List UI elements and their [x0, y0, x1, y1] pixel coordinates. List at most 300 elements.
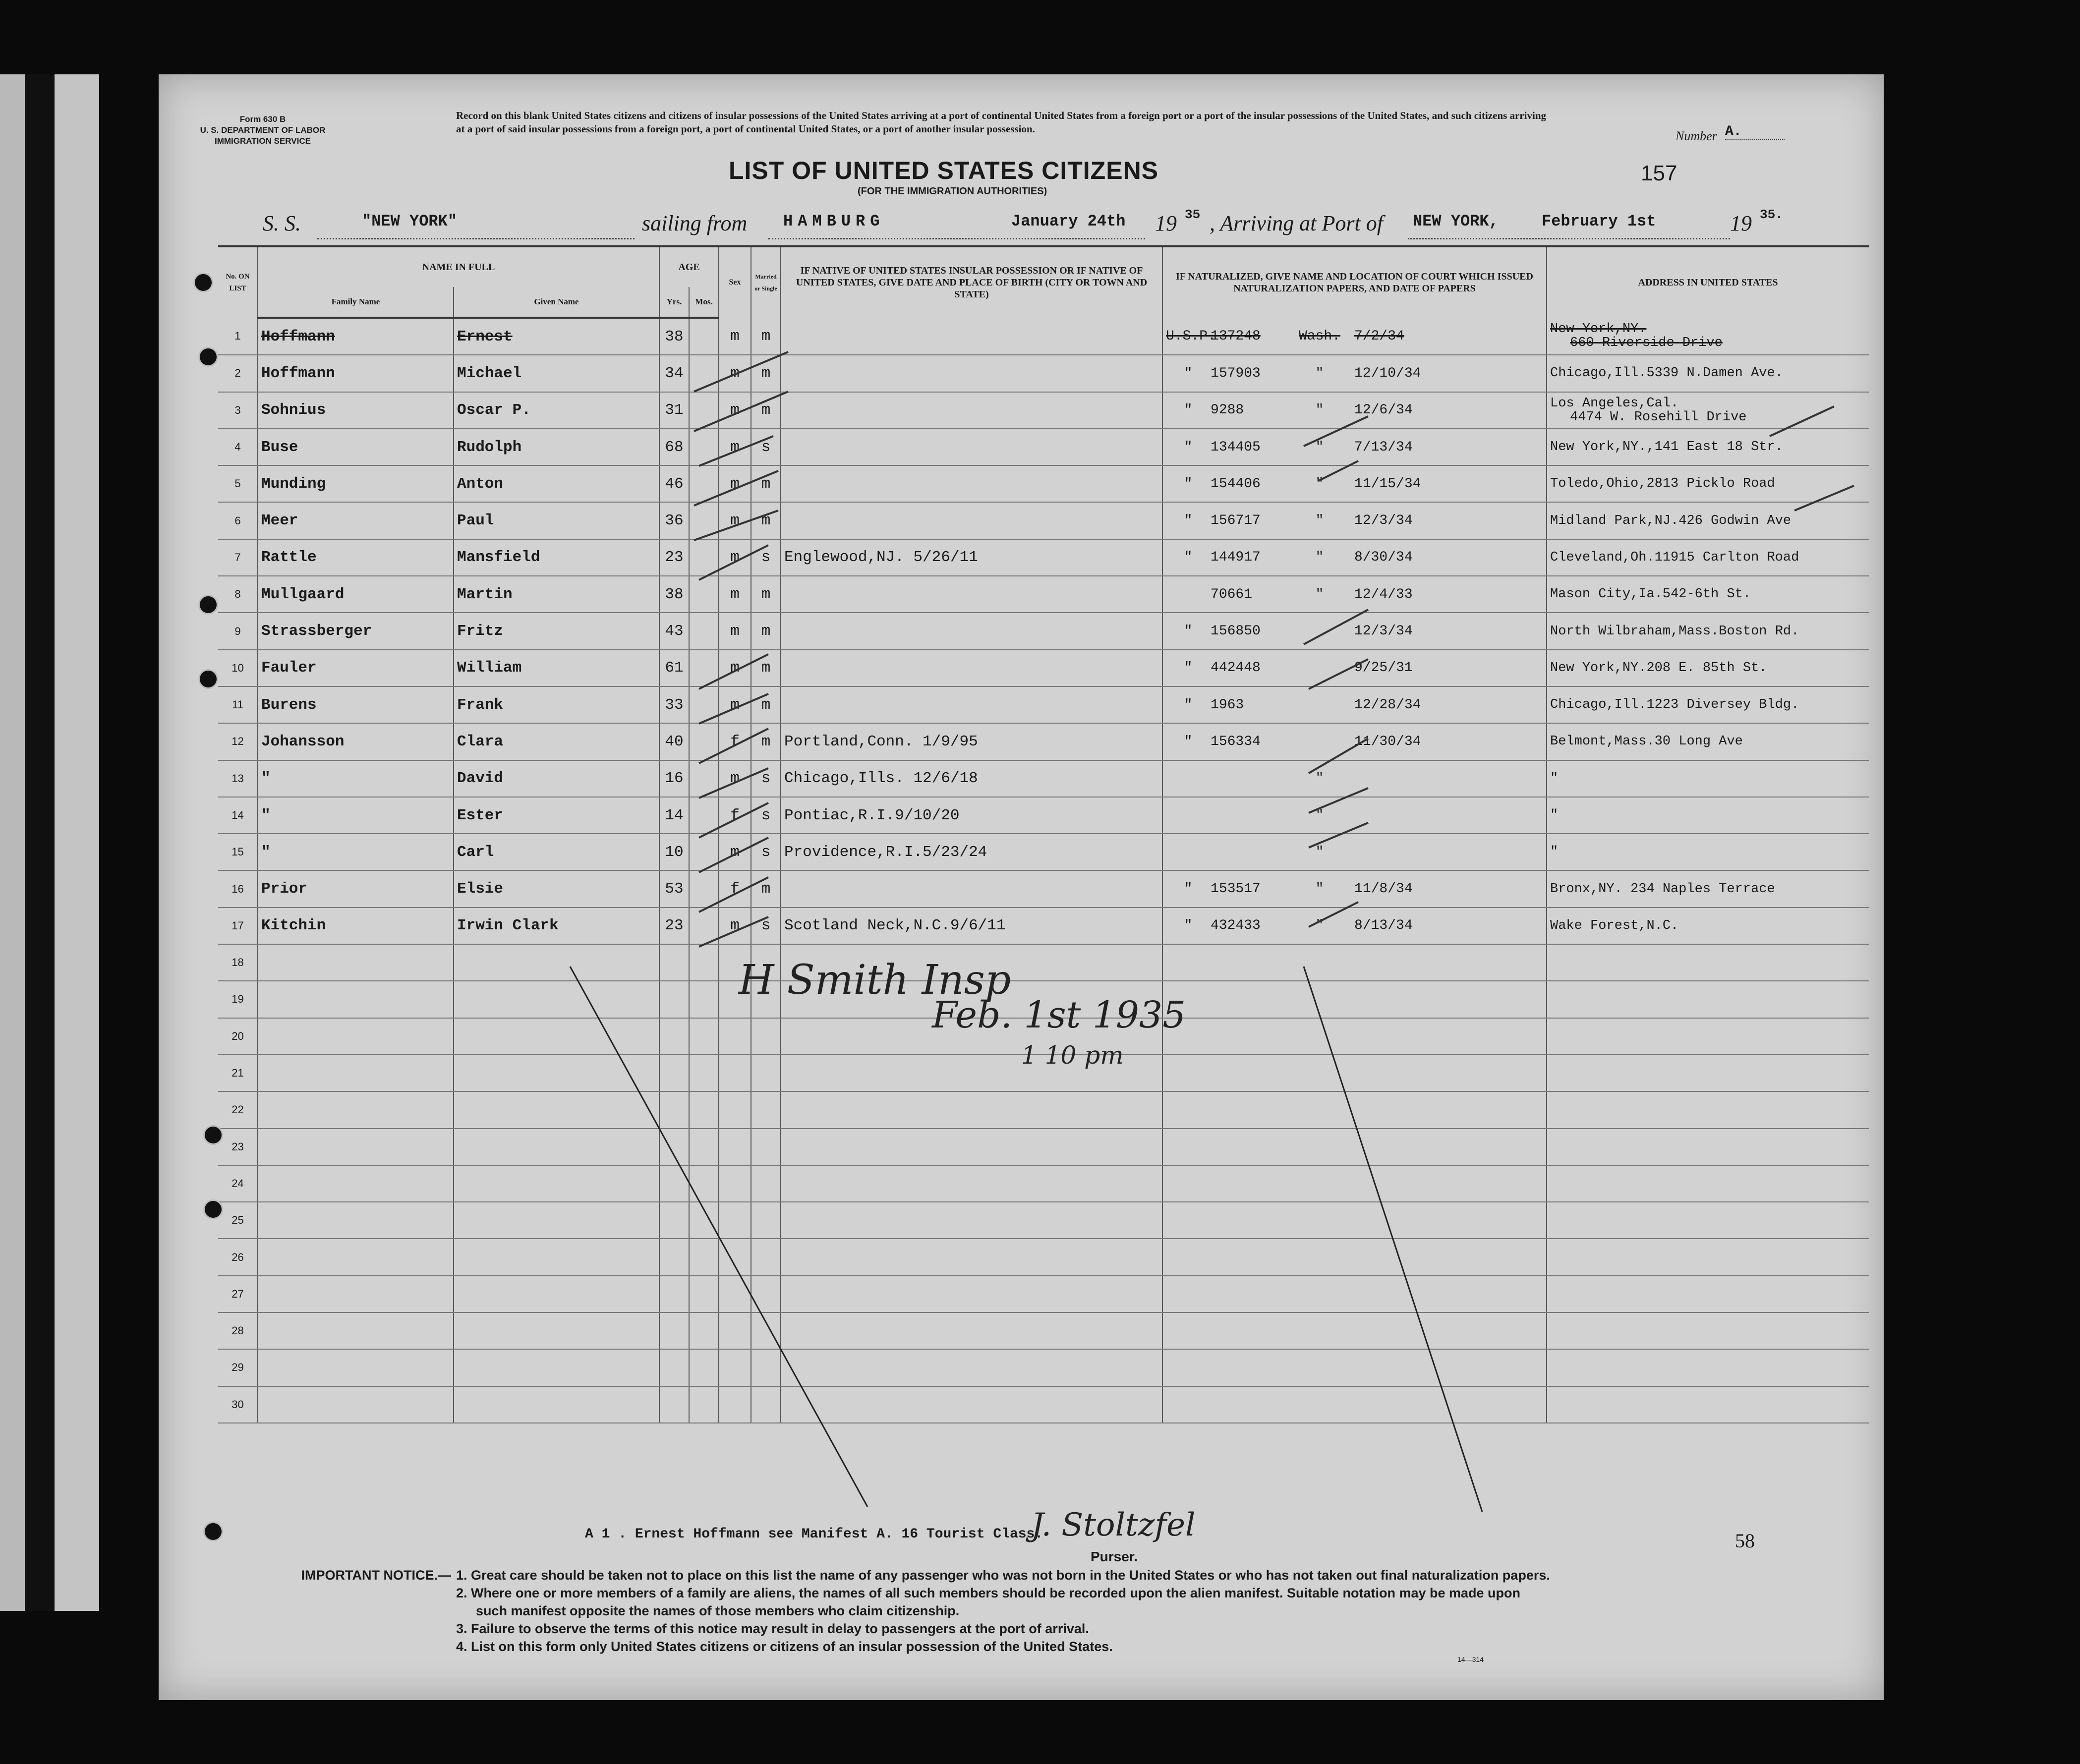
- birth-place-date-cell-text: Pontiac,R.I.9/10/20: [784, 806, 960, 824]
- nat-court: Wash.: [1299, 328, 1341, 344]
- given-name-cell-text: Oscar P.: [457, 401, 531, 419]
- marital-status-cell: [751, 1202, 781, 1239]
- col-birth: IF NATIVE OF UNITED STATES INSULAR POSSESSION OR IF NATIVE OF UNITED STATES, GIVE DATE AND PLACE OF BIRTH (CITY OR TOWN AND STATE): [781, 246, 1162, 318]
- marital-status-cell: [751, 760, 781, 797]
- nat-prefix: ": [1184, 734, 1193, 749]
- punch-hole: [203, 1199, 223, 1219]
- age-months-cell: [689, 502, 719, 539]
- given-name-cell: [454, 870, 659, 907]
- row-number-text: 1: [234, 330, 241, 342]
- table-row: [218, 1202, 1869, 1239]
- departure-date: January 24th: [1011, 212, 1126, 230]
- col-yrs: Yrs.: [659, 287, 689, 318]
- naturalization-cell: [1162, 1202, 1547, 1239]
- row-number-text: 27: [231, 1287, 244, 1300]
- address-line-1: Belmont,Mass.30 Long Ave: [1550, 734, 1743, 749]
- family-name-cell: [258, 686, 454, 723]
- age-years-cell: [659, 318, 689, 355]
- age-months-cell: [689, 1129, 719, 1165]
- nat-prefix: ": [1184, 513, 1193, 529]
- age-months-cell: [689, 539, 719, 576]
- address-cell: [1547, 465, 1869, 502]
- nat-court: ": [1315, 807, 1324, 823]
- purser-label: Purser.: [1091, 1549, 1138, 1564]
- age-years-cell: [659, 429, 689, 465]
- table-row: [218, 539, 1869, 576]
- nat-paper-number: 70661: [1211, 586, 1253, 602]
- arrival-line: [1408, 238, 1730, 239]
- marital-status-cell-text: m: [761, 401, 771, 419]
- age-years-cell-text: 36: [665, 512, 684, 530]
- table-row: [218, 502, 1869, 539]
- nat-prefix: ": [1184, 365, 1193, 381]
- address-line-1: Chicago,Ill.1223 Diversey Bldg.: [1550, 697, 1799, 713]
- table-row: [218, 1276, 1869, 1312]
- family-name-cell: [258, 870, 454, 907]
- age-years-cell: [659, 355, 689, 392]
- row-number-text: 29: [231, 1361, 244, 1374]
- address-line-2: 660 Riverside Drive: [1570, 336, 1723, 351]
- table-row: [218, 834, 1869, 870]
- adjacent-page-margin: [55, 74, 99, 1611]
- address-line-1: Toledo,Ohio,2813 Picklo Road: [1550, 476, 1775, 492]
- row-number: [218, 1349, 258, 1386]
- age-years-cell: [659, 723, 689, 760]
- birth-place-date-cell: [781, 1312, 1162, 1349]
- given-name-cell: [454, 686, 659, 723]
- address-line-1: ": [1550, 771, 1559, 786]
- age-years-cell-text: 43: [665, 623, 684, 640]
- marital-status-cell-text: m: [761, 585, 771, 603]
- given-name-cell-text: Mansfield: [457, 549, 540, 567]
- notice-item-4: 4. List on this form only United States citizens or citizens of an insular possession of the United States.: [456, 1639, 1113, 1654]
- nat-prefix: ": [1184, 660, 1193, 676]
- address-cell: [1547, 429, 1869, 465]
- nat-paper-number: 154406: [1211, 476, 1261, 492]
- naturalization-cell: [1162, 797, 1547, 834]
- age-years-cell: [659, 539, 689, 576]
- family-name-cell: [258, 1091, 454, 1128]
- marital-status-cell: [751, 1349, 781, 1386]
- col-mos: Mos.: [689, 287, 719, 318]
- number-label: Number: [1676, 129, 1717, 143]
- address-cell: [1547, 1386, 1869, 1423]
- given-name-cell-text: Rudolph: [457, 438, 522, 456]
- given-name-cell: [454, 1349, 659, 1386]
- age-months-cell: [689, 576, 719, 613]
- sex-cell: [719, 1129, 751, 1165]
- birth-place-date-cell: [781, 539, 1162, 576]
- row-number: [218, 465, 258, 502]
- birth-place-date-cell: [781, 502, 1162, 539]
- marital-status-cell: [751, 539, 781, 576]
- family-name-cell-text: Fauler: [261, 659, 317, 677]
- nat-date: 7/2/34: [1354, 328, 1404, 344]
- row-number-text: 12: [231, 735, 244, 748]
- row-number-text: 5: [234, 477, 241, 490]
- given-name-cell: [454, 981, 659, 1018]
- birth-place-date-cell: [781, 1129, 1162, 1165]
- birth-place-date-cell: [781, 318, 1162, 355]
- given-name-cell: [454, 613, 659, 649]
- family-name-cell: [258, 429, 454, 465]
- marital-status-cell: [751, 870, 781, 907]
- age-years-cell: [659, 1239, 689, 1275]
- port-line: [768, 238, 1145, 239]
- address-line-1: North Wilbraham,Mass.Boston Rd.: [1550, 624, 1799, 639]
- age-years-cell: [659, 1129, 689, 1165]
- given-name-cell-text: William: [457, 659, 522, 677]
- nat-date: 9/25/31: [1354, 660, 1413, 676]
- arrival-year-prefix: 19: [1730, 211, 1752, 235]
- given-name-cell: [454, 392, 659, 429]
- marital-status-cell-text: m: [761, 364, 771, 382]
- age-years-cell: [659, 1165, 689, 1202]
- address-cell: [1547, 392, 1869, 429]
- table-row: [218, 1165, 1869, 1202]
- table-row: [218, 613, 1869, 649]
- sex-cell-text: m: [730, 438, 740, 456]
- age-years-cell: [659, 1091, 689, 1128]
- age-years-cell-text: 38: [665, 328, 684, 345]
- page-stamp: 157: [1641, 161, 1677, 185]
- naturalization-cell: [1162, 1091, 1547, 1128]
- sex-cell: [719, 539, 751, 576]
- sex-cell: [719, 502, 751, 539]
- given-name-cell: [454, 797, 659, 834]
- birth-place-date-cell: [781, 760, 1162, 797]
- family-name-cell: [258, 539, 454, 576]
- address-cell: [1547, 1312, 1869, 1349]
- birth-place-date-cell: [781, 576, 1162, 613]
- row-number-text: 14: [231, 809, 244, 821]
- naturalization-cell: [1162, 1055, 1547, 1091]
- nat-prefix: ": [1184, 439, 1193, 455]
- naturalization-cell: [1162, 1165, 1547, 1202]
- address-cell: [1547, 686, 1869, 723]
- age-months-cell: [689, 1165, 719, 1202]
- naturalization-cell: [1162, 576, 1547, 613]
- address-cell: [1547, 650, 1869, 686]
- birth-place-date-cell: [781, 1165, 1162, 1202]
- row-number-text: 3: [234, 403, 241, 416]
- col-no-on-list: No. ON LIST: [218, 246, 258, 318]
- birth-place-date-cell: [781, 1091, 1162, 1128]
- birth-place-date-cell-text: Providence,R.I.5/23/24: [784, 843, 987, 861]
- family-name-cell: [258, 1239, 454, 1275]
- naturalization-cell: [1162, 502, 1547, 539]
- family-name-cell: [258, 576, 454, 613]
- age-months-cell: [689, 723, 719, 760]
- family-name-cell-text: Munding: [261, 475, 326, 493]
- row-number: [218, 723, 258, 760]
- row-number: [218, 1312, 258, 1349]
- form-number: Form 630 B: [239, 114, 286, 124]
- marital-status-cell: [751, 502, 781, 539]
- family-name-cell: [258, 318, 454, 355]
- naturalization-cell: [1162, 870, 1547, 907]
- row-number-text: 10: [231, 661, 244, 674]
- family-name-cell: [258, 1129, 454, 1165]
- given-name-cell: [454, 1091, 659, 1128]
- sex-cell: [719, 576, 751, 613]
- age-years-cell: [659, 944, 689, 981]
- age-years-cell-text: 16: [665, 770, 684, 788]
- nat-court: ": [1315, 439, 1324, 455]
- naturalization-cell: [1162, 1276, 1547, 1312]
- age-years-cell-text: 46: [665, 475, 684, 493]
- sex-cell-text: f: [730, 880, 740, 898]
- print-code: 14—314: [1457, 1655, 1484, 1663]
- row-number: [218, 834, 258, 870]
- nat-paper-number: 156850: [1211, 624, 1261, 639]
- birth-place-date-cell: [781, 1386, 1162, 1423]
- age-months-cell: [689, 944, 719, 981]
- given-name-cell-text: Carl: [457, 843, 494, 861]
- marital-status-cell: [751, 429, 781, 465]
- col-address: ADDRESS IN UNITED STATES: [1547, 246, 1869, 318]
- marital-status-cell: [751, 392, 781, 429]
- passenger-table: [218, 245, 1869, 1423]
- naturalization-cell: [1162, 686, 1547, 723]
- given-name-cell: [454, 1165, 659, 1202]
- row-number-text: 20: [231, 1029, 244, 1042]
- birth-place-date-cell: [781, 392, 1162, 429]
- nat-prefix: U.S.P.: [1166, 328, 1216, 344]
- marital-status-cell: [751, 1165, 781, 1202]
- table-row: [218, 650, 1869, 686]
- birth-place-date-cell: [781, 908, 1162, 944]
- marital-status-cell-text: s: [761, 806, 771, 824]
- row-number-text: 8: [234, 588, 241, 601]
- age-years-cell-text: 34: [665, 364, 684, 382]
- marital-status-cell: [751, 1018, 781, 1055]
- family-name-cell: [258, 1349, 454, 1386]
- age-months-cell: [689, 318, 719, 355]
- naturalization-cell: [1162, 1386, 1547, 1423]
- arriving-label: , Arriving at Port of: [1210, 211, 1383, 235]
- family-name-cell: [258, 502, 454, 539]
- address-cell: [1547, 944, 1869, 981]
- family-name-cell-text: Kitchin: [261, 917, 326, 935]
- birth-place-date-cell: [781, 797, 1162, 834]
- given-name-cell: [454, 834, 659, 870]
- adjacent-page-fragment: [0, 74, 99, 1611]
- nat-date: 12/3/34: [1354, 513, 1413, 529]
- family-name-cell: [258, 1018, 454, 1055]
- row-number-text: 11: [232, 698, 243, 711]
- marital-status-cell: [751, 908, 781, 944]
- table-row: [218, 1386, 1869, 1423]
- table-row: [218, 870, 1869, 907]
- sex-cell: [719, 1239, 751, 1275]
- nat-paper-number: 134405: [1211, 439, 1261, 455]
- naturalization-cell: [1162, 1239, 1547, 1275]
- birth-place-date-cell: [781, 723, 1162, 760]
- age-years-cell-text: 23: [665, 549, 684, 567]
- age-years-cell: [659, 1386, 689, 1423]
- age-years-cell: [659, 1202, 689, 1239]
- sex-cell: [719, 686, 751, 723]
- sex-cell-text: f: [730, 733, 740, 750]
- age-years-cell: [659, 834, 689, 870]
- row-number: [218, 613, 258, 649]
- given-name-cell-text: Paul: [457, 512, 494, 530]
- nat-paper-number: 156334: [1211, 734, 1261, 749]
- given-name-cell-text: Anton: [457, 475, 504, 493]
- punch-hole: [203, 1125, 223, 1145]
- marital-status-cell-text: m: [761, 512, 771, 530]
- age-months-cell: [689, 834, 719, 870]
- row-number: [218, 1055, 258, 1091]
- sex-cell: [719, 1165, 751, 1202]
- nat-prefix: ": [1184, 402, 1193, 418]
- birth-place-date-cell: [781, 1202, 1162, 1239]
- from-port: HAMBURG: [783, 212, 885, 230]
- age-years-cell: [659, 502, 689, 539]
- nat-date: 11/15/34: [1354, 476, 1421, 492]
- nat-paper-number: 144917: [1211, 550, 1261, 566]
- family-name-cell: [258, 760, 454, 797]
- address-cell: [1547, 613, 1869, 649]
- arrival-date: February 1st: [1542, 212, 1656, 230]
- age-months-cell: [689, 1239, 719, 1275]
- age-years-cell-text: 31: [665, 401, 684, 419]
- notice-item-2: 2. Where one or more members of a family are aliens, the names of all such members should be recorded upon the alien manifest. Suitable notation may be made upon: [456, 1586, 1521, 1600]
- row-number: [218, 1018, 258, 1055]
- row-number-text: 19: [231, 993, 244, 1006]
- col-naturalized: IF NATURALIZED, GIVE NAME AND LOCATION OF COURT WHICH ISSUED NATURALIZATION PAPERS, AND DATE OF PAPERS: [1162, 246, 1547, 318]
- row-number: [218, 650, 258, 686]
- table-row: [218, 908, 1869, 944]
- birth-place-date-cell: [781, 1239, 1162, 1275]
- row-number: [218, 1129, 258, 1165]
- address-line-1: Midland Park,NJ.426 Godwin Ave: [1550, 513, 1791, 528]
- family-name-cell-text: Johansson: [261, 733, 345, 750]
- age-years-cell: [659, 576, 689, 613]
- nat-prefix: ": [1184, 918, 1193, 934]
- arrival-year: 35.: [1760, 207, 1783, 222]
- marital-status-cell: [751, 1055, 781, 1091]
- sex-cell-text: m: [730, 623, 740, 640]
- notice-item-3: 3. Failure to observe the terms of this notice may result in delay to passengers at the port of arrival.: [456, 1621, 1089, 1636]
- age-months-cell: [689, 760, 719, 797]
- marital-status-cell-text: m: [761, 475, 771, 493]
- address-line-1: Bronx,NY. 234 Naples Terrace: [1550, 881, 1775, 897]
- marital-status-cell-text: s: [761, 770, 771, 788]
- sex-cell: [719, 355, 751, 392]
- age-years-cell-text: 23: [665, 917, 684, 935]
- nat-paper-number: 156717: [1211, 513, 1261, 529]
- marital-status-cell: [751, 686, 781, 723]
- row-number: [218, 318, 258, 355]
- sex-cell: [719, 870, 751, 907]
- address-cell: [1547, 797, 1869, 834]
- sex-cell: [719, 834, 751, 870]
- departure-year-prefix: 19: [1155, 211, 1177, 235]
- sex-cell-text: m: [730, 843, 740, 861]
- family-name-cell: [258, 834, 454, 870]
- ship-line: [317, 238, 635, 239]
- address-cell: [1547, 576, 1869, 613]
- col-age: AGE: [659, 246, 719, 287]
- table-row: [218, 465, 1869, 502]
- nat-prefix: ": [1184, 550, 1193, 566]
- marital-status-cell-text: s: [761, 917, 771, 935]
- nat-prefix: ": [1184, 881, 1193, 897]
- row-number-text: 22: [231, 1103, 244, 1116]
- inspection-date: Feb. 1st 1935: [932, 994, 1186, 1036]
- nat-court: ": [1315, 918, 1324, 934]
- row-number: [218, 1239, 258, 1275]
- table-row: [218, 1129, 1869, 1165]
- sailing-label: sailing from: [642, 211, 748, 235]
- family-name-cell: [258, 392, 454, 429]
- inspector-signature: H Smith Insp: [739, 957, 1011, 1004]
- address-line-1: Mason City,Ia.542-6th St.: [1550, 587, 1751, 602]
- age-years-cell-text: 61: [665, 659, 684, 677]
- given-name-cell-text: Elsie: [457, 880, 504, 898]
- table-row: [218, 723, 1869, 760]
- table-row: [218, 318, 1869, 355]
- birth-place-date-cell: [781, 613, 1162, 649]
- nat-date: 12/3/34: [1354, 624, 1413, 639]
- age-months-cell: [689, 650, 719, 686]
- nat-court: ": [1315, 365, 1324, 381]
- family-name-cell-text: Sohnius: [261, 401, 326, 419]
- nat-court: ": [1315, 513, 1324, 529]
- family-name-cell-text: ": [261, 806, 271, 824]
- sex-cell: [719, 760, 751, 797]
- page-subtitle: (FOR THE IMMIGRATION AUTHORITIES): [858, 186, 1047, 197]
- address-cell: [1547, 539, 1869, 576]
- nat-paper-number: 157903: [1211, 365, 1261, 381]
- birth-place-date-cell-text: Scotland Neck,N.C.9/6/11: [784, 917, 1006, 935]
- given-name-cell: [454, 465, 659, 502]
- age-months-cell: [689, 1349, 719, 1386]
- notice-item-1: 1. Great care should be taken not to place on this list the name of any passenger who was not born in the United States or who has not taken out final naturalization papers.: [456, 1568, 1550, 1583]
- nat-paper-number: 432433: [1211, 918, 1261, 934]
- naturalization-cell: [1162, 650, 1547, 686]
- naturalization-cell: [1162, 981, 1547, 1018]
- row-number-text: 23: [231, 1140, 244, 1153]
- sex-cell: [719, 465, 751, 502]
- address-cell: [1547, 908, 1869, 944]
- birth-place-date-cell: [781, 465, 1162, 502]
- nat-date: 11/30/34: [1354, 734, 1421, 749]
- nat-court: ": [1315, 771, 1324, 787]
- age-months-cell: [689, 429, 719, 465]
- address-line-1: Wake Forest,N.C.: [1550, 918, 1679, 933]
- birth-place-date-cell-text: Englewood,NJ. 5/26/11: [784, 549, 978, 567]
- birth-place-date-cell: [781, 429, 1162, 465]
- nat-date: 8/30/34: [1354, 550, 1413, 566]
- given-name-cell: [454, 539, 659, 576]
- address-cell: [1547, 1202, 1869, 1239]
- marital-status-cell-text: m: [761, 659, 771, 677]
- family-name-cell: [258, 723, 454, 760]
- naturalization-cell: [1162, 429, 1547, 465]
- sex-cell: [719, 1386, 751, 1423]
- marital-status-cell: [751, 465, 781, 502]
- marital-status-cell: [751, 1276, 781, 1312]
- given-name-cell: [454, 502, 659, 539]
- form-identifier: [188, 114, 337, 147]
- sex-cell: [719, 1018, 751, 1055]
- age-months-cell: [689, 908, 719, 944]
- given-name-cell: [454, 1312, 659, 1349]
- age-months-cell: [689, 613, 719, 649]
